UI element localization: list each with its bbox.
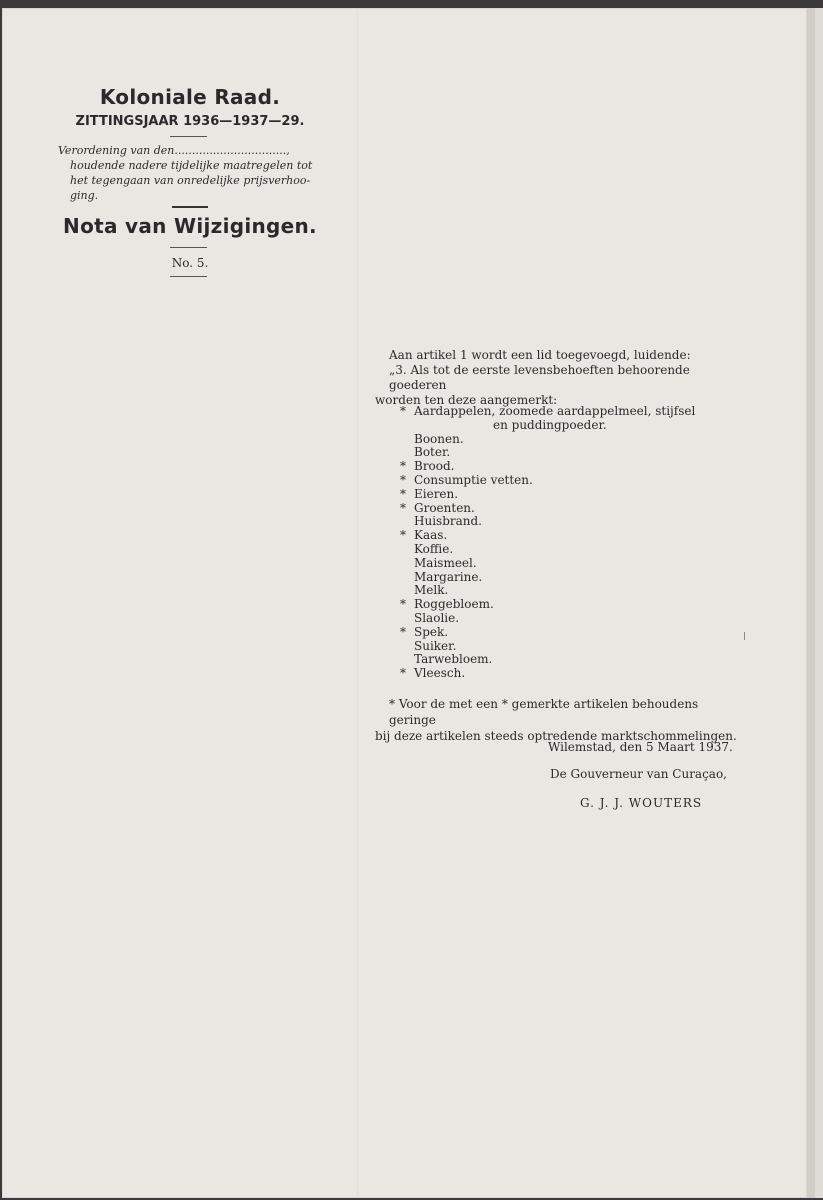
asterisk-mark: *	[400, 459, 406, 474]
divider	[170, 247, 207, 248]
subject-line: ging.	[70, 189, 99, 202]
goods-list-item: Roggebloem.	[414, 597, 494, 612]
goods-list-item: en puddingpoeder.	[493, 417, 607, 432]
ordinance-subject	[58, 143, 323, 203]
footnote-line: bij deze artikelen steeds optredende marktschommelingen.	[375, 729, 737, 743]
goods-list-item: Brood.	[414, 459, 455, 474]
place-date: Wilemstad, den 5 Maart 1937.	[548, 740, 733, 754]
subject-line: het tegengaan van onredelijke prijsverhoo-	[70, 174, 311, 187]
goods-list-item: Consumptie vetten.	[414, 473, 533, 487]
goods-list-item: Huisbrand.	[414, 514, 482, 529]
goods-list-item: Boonen.	[414, 431, 464, 446]
asterisk-mark: *	[400, 624, 406, 639]
session-year: ZITTINGSJAAR 1936—1937—29.	[75, 114, 305, 129]
divider	[170, 136, 207, 137]
intro-line: worden ten deze aangemerkt:	[375, 393, 558, 407]
page-fold-line	[357, 8, 358, 1198]
nota-title: Nota van Wijzigingen.	[63, 214, 317, 238]
asterisk-mark: *	[400, 404, 406, 418]
asterisk-mark: *	[400, 473, 406, 487]
footnote-line: * Voor de met een * gemerkte artikelen behoudens geringe	[389, 697, 699, 727]
goods-list-item: Margarine.	[414, 569, 483, 584]
amendment-intro	[375, 348, 745, 408]
signatory-title: De Gouverneur van Curaçao,	[550, 767, 727, 781]
goods-list-item: Eieren.	[414, 486, 459, 501]
asterisk-mark: *	[400, 486, 406, 501]
goods-list-item: Maismeel.	[414, 555, 477, 570]
goods-list-item: Boter.	[414, 445, 451, 460]
goods-list-item: Spek.	[414, 624, 449, 639]
asterisk-mark: *	[400, 666, 406, 681]
asterisk-mark: *	[400, 500, 406, 515]
goods-list-item: Aardappelen, zoomede aardappelmeel, stijfsel	[414, 404, 696, 418]
divider	[170, 276, 207, 277]
goods-list-item: Suiker.	[414, 638, 457, 653]
goods-list-item: Groenten.	[414, 500, 475, 515]
subject-line: Verordening van den................................,	[58, 144, 290, 157]
goods-list-item: Tarwebloem.	[414, 652, 493, 667]
asterisk-mark: *	[400, 528, 406, 543]
page-mark	[744, 632, 745, 640]
signatory-name: G. J. J. WOUTERS	[580, 796, 703, 810]
council-name: Koloniale Raad.	[99, 85, 281, 109]
subject-line: houdende nadere tijdelijke maatregelen tot	[70, 159, 313, 172]
goods-list-item: Slaolie.	[414, 611, 460, 625]
intro-line: Aan artikel 1 wordt een lid toegevoegd, luidende:	[389, 348, 691, 362]
goods-list-item: Kaas.	[414, 528, 448, 543]
intro-line: „3. Als tot de eerste levensbehoeften behoorende goederen	[389, 363, 690, 392]
asterisk-mark: *	[400, 597, 406, 612]
nota-number: No. 5.	[171, 256, 209, 270]
goods-list-item: Vleesch.	[414, 666, 466, 681]
goods-list-item: Koffie.	[414, 542, 454, 556]
goods-list-item: Melk.	[414, 583, 449, 598]
footnote	[375, 696, 745, 744]
divider	[172, 206, 208, 208]
page-edge-outer	[815, 8, 823, 1198]
page-edge	[807, 8, 815, 1198]
